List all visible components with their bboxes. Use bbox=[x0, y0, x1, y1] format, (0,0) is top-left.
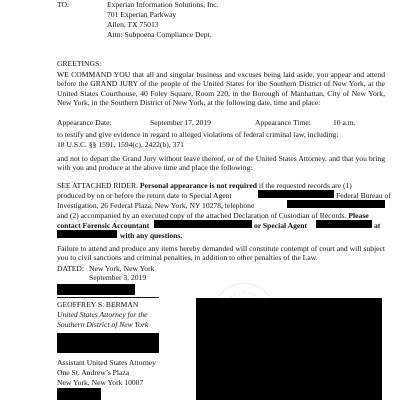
rider-line-2-end: Federal Bureau of bbox=[336, 191, 391, 200]
recipient-name: Experian Information Solutions, Inc. bbox=[107, 0, 219, 9]
appearance-time-label: Appearance Time: bbox=[255, 118, 311, 127]
rider-please: Please bbox=[348, 211, 369, 220]
signatory-title-1: United States Attorney for the bbox=[57, 310, 148, 319]
rider-line-2: produced by on or before the return date to Special Agent bbox=[57, 191, 232, 200]
command-paragraph: WE COMMAND YOU that all and singular business and excuses being laid aside, you appear and attend before the GRAND JURY of the people of the United States for the Southern District of New York, at the United States Courthouse, 40 Foley Square, Room 220, in the Borough of Manhattan, City of New York, New York, in the Southern District of New York, at the following date, time and place: bbox=[57, 70, 385, 107]
redaction-large-block bbox=[196, 298, 382, 400]
rider-line-1 bbox=[57, 181, 385, 190]
signatory-name: GEOFFREY S. BERMAN bbox=[57, 300, 139, 309]
redaction-contact-number bbox=[57, 230, 117, 238]
rider-line-4 bbox=[57, 211, 369, 220]
recipient-street: 701 Experian Parkway bbox=[107, 10, 177, 19]
rider-line-3: Investigation, 26 Federal Plaza, New York, NY 10278, telephone bbox=[57, 201, 255, 210]
greeting: GREETINGS: bbox=[57, 59, 102, 68]
testify-line: to testify and give evidence in regard to alleged violations of federal criminal law, including: bbox=[57, 130, 339, 139]
rider-not-required: Personal appearance is not required bbox=[139, 181, 257, 190]
rider-questions: with any questions. bbox=[120, 231, 183, 240]
to-label: TO: bbox=[57, 0, 70, 9]
ausa-address-1: One St. Andrew’s Plaza bbox=[57, 368, 130, 377]
rider-special-agent: or Special Agent bbox=[254, 221, 308, 230]
rider-contact-accountant: contact Forensic Accountant bbox=[57, 221, 150, 230]
rider-declaration: and (2) accompanied by an executed copy of the attached Declaration of Custodian of Records. bbox=[57, 211, 347, 220]
appearance-time-value: 10 a.m. bbox=[333, 118, 356, 127]
rider-at: at bbox=[374, 221, 381, 230]
dated-place: New York, New York bbox=[89, 264, 155, 273]
rider-see-attached: SEE ATTACHED RIDER. bbox=[57, 181, 139, 190]
signatory-title-2: Southern District of New York bbox=[57, 320, 149, 329]
failure-paragraph: Failure to attend and produce any items hereby demanded will constitute contempt of court and will subject you to civil sanctions and criminal penalties, in addition to other penalties of the Law. bbox=[57, 244, 385, 263]
recipient-attn: Attn: Subpoena Compliance Dept. bbox=[107, 30, 212, 39]
rider-condition: if the requested records are (1) bbox=[258, 181, 352, 190]
dated-label: DATED: bbox=[57, 264, 84, 273]
redaction-accountant-name bbox=[154, 220, 252, 228]
redaction-telephone bbox=[287, 200, 385, 208]
ausa-title: Assistant United States Attorney bbox=[57, 358, 156, 367]
statute-line: 18 U.S.C. §§ 1591, 1594(c), 2422(b), 371 bbox=[57, 140, 184, 149]
redaction-agent-name-2 bbox=[316, 220, 372, 228]
recipient-city: Allen, TX 75013 bbox=[107, 20, 159, 29]
redaction-ausa-name bbox=[57, 333, 159, 353]
signature-line bbox=[57, 297, 159, 298]
ausa-address-2: New York, New York 10007 bbox=[57, 378, 144, 387]
redaction-ausa-phone bbox=[57, 388, 101, 400]
appearance-date-value: September 17, 2019 bbox=[150, 118, 211, 127]
dated-date: September 3, 2019 bbox=[89, 273, 147, 282]
redaction-agent-name-1 bbox=[258, 190, 334, 198]
appearance-date-label: Appearance Date: bbox=[57, 118, 112, 127]
depart-paragraph: and not to depart the Grand Jury without leave thereof, or of the United States Attorney, and that you bring with you and produce at the above time and place the following: bbox=[57, 154, 385, 173]
redaction-signature bbox=[57, 284, 135, 295]
